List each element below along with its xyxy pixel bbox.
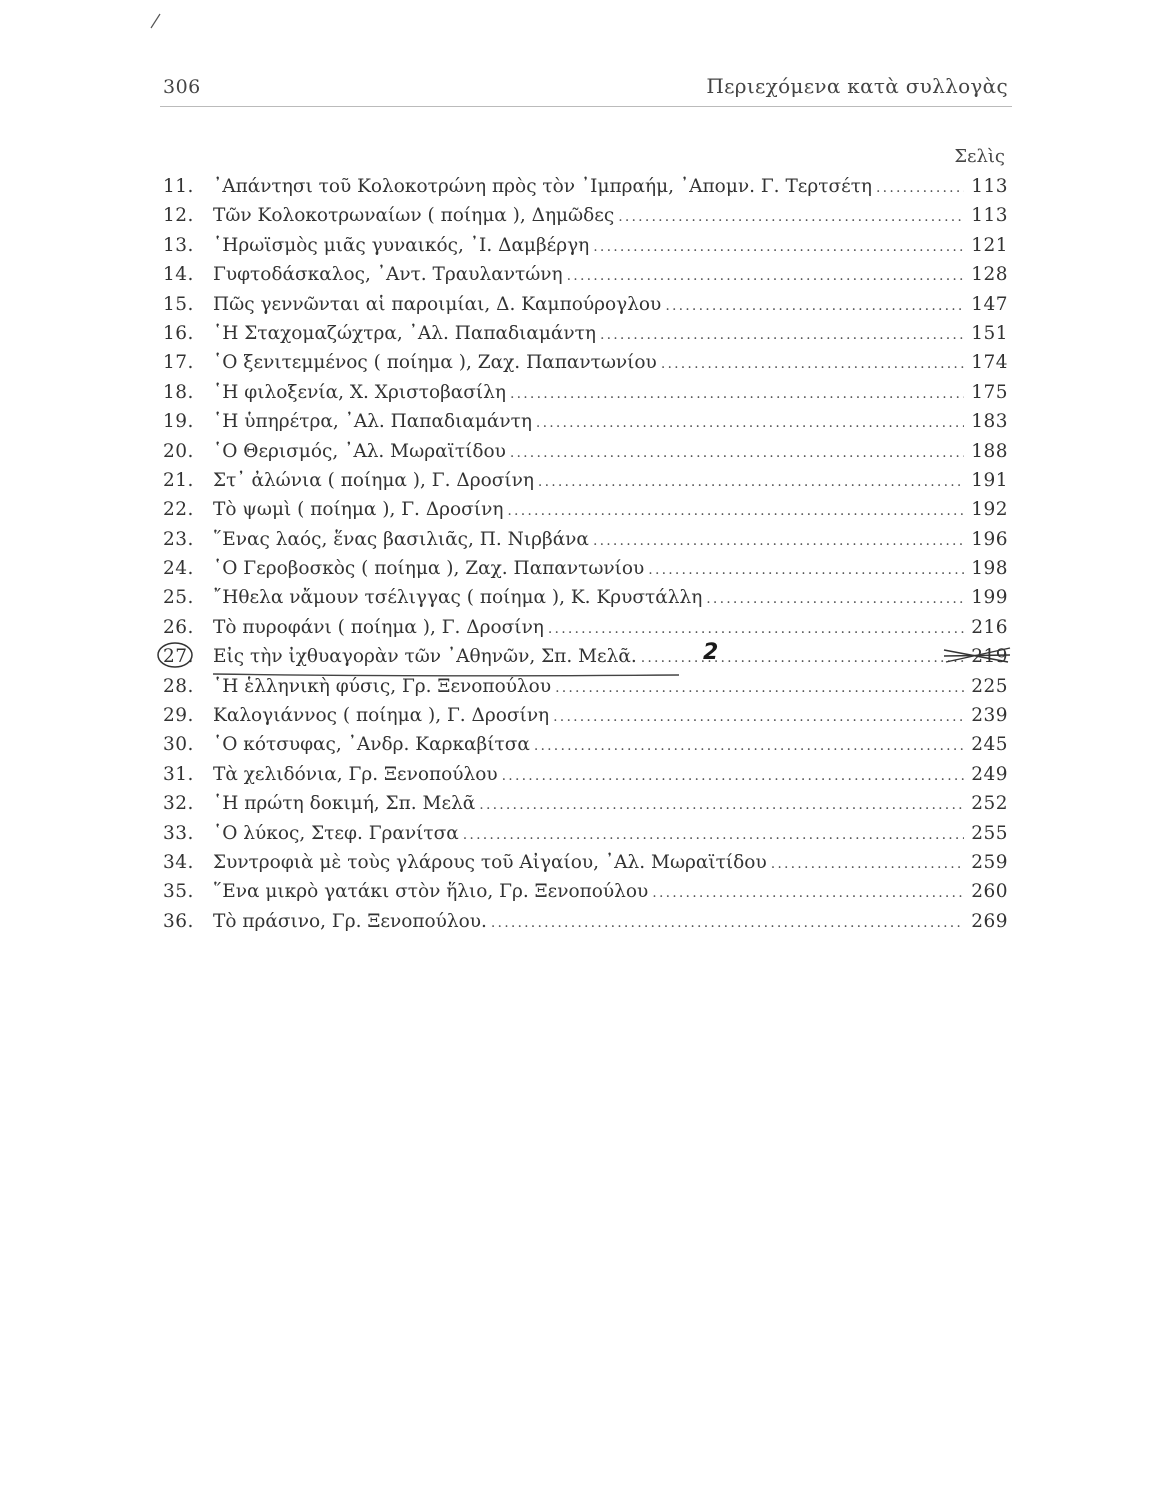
stray-pen-mark [148,12,162,30]
entry-title: ῎Ηθελα νἄμουν τσέλιγγας ( ποίημα ), Κ. Κρυστάλλη [213,587,703,609]
entry-number: 33. [163,822,194,844]
dot-leader [706,591,964,607]
dot-leader [538,474,964,490]
entry-page: 175 [971,381,1008,403]
header-rule [160,106,1012,107]
entry-title: Τὸ πυροφάνι ( ποίημα ), Γ. Δροσίνη [213,616,544,638]
dot-leader [665,298,964,314]
entry-page: 252 [971,793,1008,815]
entry-number: 18. [163,381,194,403]
dot-leader [648,562,964,578]
handwritten-circle [155,640,195,670]
entry-title: ῾Η ὑπηρέτρα, ᾿Αλ. Παπαδιαμάντη [213,411,532,433]
entry-title: ῾Ηρωϊσμὸς μιᾶς γυναικός, ᾿Ι. Δαμβέργη [213,234,590,256]
entry-title: Εἰς τὴν ἰχθυαγορὰν τῶν ᾿Αθηνῶν, Σπ. Μελᾶ. [213,646,637,668]
toc-entry [163,640,1008,675]
entry-title: Τὸ ψωμὶ ( ποίημα ), Γ. Δροσίνη [213,499,504,521]
toc-entry [163,881,1008,910]
toc-entry [163,411,1008,440]
entry-title: ῾Ο Θερισμός, ᾿Αλ. Μωραϊτίδου [213,440,506,462]
entry-page: 219 [971,646,1008,668]
entry-title: ῾Ο λύκος, Στεφ. Γρανίτσα [213,822,459,844]
entry-title: ῾Η Σταχομαζώχτρα, ᾿Αλ. Παπαδιαμάντη [213,322,596,344]
entry-number: 26. [163,616,194,638]
entry-title: Πῶς γεννῶνται αἱ παροιμίαι, Δ. Καμπούρογλου [213,293,662,315]
dot-leader [567,268,964,284]
toc-entry [163,470,1008,499]
handwritten-strikethrough [940,642,1012,668]
dot-leader [534,738,964,754]
dot-leader [548,621,964,637]
toc-entry [163,176,1008,205]
toc-entry [163,764,1008,793]
entry-page: 192 [971,499,1008,521]
entry-number: 34. [163,851,194,873]
entry-number: 14. [163,264,194,286]
dot-leader [618,209,964,225]
toc-entry [163,852,1008,881]
dot-leader [553,709,964,725]
entry-number: 15. [163,293,194,315]
entry-title: ῾Η φιλοξενία, Χ. Χριστοβασίλη [213,381,506,403]
entry-page: 128 [971,264,1008,286]
entry-number: 19. [163,411,194,433]
entry-title: Τὰ χελιδόνια, Γρ. Ξενοπούλου [213,763,498,785]
handwritten-number: 2 [703,640,719,666]
toc-entry [163,264,1008,293]
entry-page: 259 [971,851,1008,873]
running-head: Περιεχόμενα κατὰ συλλογὰς [706,74,1008,98]
toc-entry [163,205,1008,234]
entry-title: ῾Ο κότσυφας, ᾿Ανδρ. Καρκαβίτσα [213,734,530,756]
entry-page: 188 [971,440,1008,462]
entry-page: 183 [971,411,1008,433]
toc-entry [163,529,1008,558]
toc-entry [163,352,1008,381]
page-number: 306 [163,76,201,98]
dot-leader [641,650,964,666]
entry-number: 36. [163,910,194,932]
dot-leader [479,797,964,813]
toc-entry [163,294,1008,323]
entry-title: ῞Ενα μικρὸ γατάκι στὸν ἥλιο, Γρ. Ξενοπούλου [213,881,649,903]
toc-entry [163,793,1008,822]
entry-title: ῾Η πρώτη δοκιμή, Σπ. Μελᾶ [213,793,476,815]
entry-number: 30. [163,734,194,756]
toc-entry [163,323,1008,352]
entry-page: 121 [971,234,1008,256]
entry-page: 255 [971,822,1008,844]
entry-number: 29. [163,705,194,727]
entry-number: 21. [163,469,194,491]
toc-entry [163,235,1008,264]
entry-page: 216 [971,616,1008,638]
entry-number: 31. [163,763,194,785]
entry-number: 35. [163,881,194,903]
entry-number: 13. [163,234,194,256]
entry-number: 17. [163,352,194,374]
entry-number: 11. [163,176,194,197]
entry-title: Συντροφιὰ μὲ τοὺς γλάρους τοῦ Αἰγαίου, ᾿Αλ. Μωραϊτίδου [213,851,767,873]
entry-page: 249 [971,763,1008,785]
entry-number: 16. [163,322,194,344]
entry-number: 25. [163,587,194,609]
entry-page: 199 [971,587,1008,609]
entry-page: 225 [971,675,1008,697]
entry-number: 28. [163,675,194,697]
entry-title: Τὸ πράσινο, Γρ. Ξενοπούλου. [213,910,487,932]
dot-leader [876,180,964,196]
dot-leader [510,445,964,461]
entry-page: 239 [971,705,1008,727]
dot-leader [491,915,964,931]
entry-title: ῾Η ἑλληνικὴ φύσις, Γρ. Ξενοπούλου [213,675,552,697]
toc-entry [163,705,1008,734]
entry-page: 191 [971,469,1008,491]
entry-title: Στ᾿ ἀλώνια ( ποίημα ), Γ. Δροσίνη [213,469,534,491]
entry-page: 245 [971,734,1008,756]
dot-leader [593,239,964,255]
toc-entry [163,382,1008,411]
dot-leader [652,885,964,901]
dot-leader [463,827,964,843]
table-of-contents [163,176,1008,940]
toc-entry [163,823,1008,852]
toc-entry [163,499,1008,528]
toc-entry [163,558,1008,587]
toc-entry [163,734,1008,763]
toc-entry [163,911,1008,940]
entry-title: ᾿Απάντησι τοῦ Κολοκοτρώνη πρὸς τὸν ᾿Ιμπραήμ, ᾿Απομν. Γ. Τερτσέτη [213,176,873,197]
entry-title: ῾Ο ξενιτεμμένος ( ποίημα ), Ζαχ. Παπαντωνίου [213,352,657,374]
entry-page: 174 [971,352,1008,374]
toc-entry [163,587,1008,616]
entry-page: 113 [971,176,1008,197]
entry-page: 147 [971,293,1008,315]
entry-number: 22. [163,499,194,521]
toc-entry [163,676,1008,705]
dot-leader [502,768,964,784]
page-column-heading: Σελὶς [954,146,1005,167]
entry-number: 27. [163,646,194,668]
dot-leader [771,856,964,872]
dot-leader [507,503,964,519]
entry-page: 260 [971,881,1008,903]
entry-title: Καλογιάννος ( ποίημα ), Γ. Δροσίνη [213,705,550,727]
entry-title: ῞Ενας λαός, ἕνας βασιλιᾶς, Π. Νιρβάνα [213,528,589,550]
entry-page: 196 [971,528,1008,550]
dot-leader [536,415,964,431]
entry-page: 269 [971,910,1008,932]
dot-leader [555,680,964,696]
dot-leader [661,356,964,372]
entry-number: 32. [163,793,194,815]
dot-leader [510,386,964,402]
entry-number: 24. [163,558,194,580]
toc-entry [163,617,1008,646]
dot-leader [593,533,964,549]
entry-title: Γυφτοδάσκαλος, ᾿Αντ. Τραυλαντώνη [213,264,563,286]
entry-number: 12. [163,205,194,227]
entry-page: 113 [971,205,1008,227]
dot-leader [600,327,964,343]
toc-entry [163,441,1008,470]
entry-number: 20. [163,440,194,462]
entry-page: 151 [971,322,1008,344]
entry-number: 23. [163,528,194,550]
entry-title: ῾Ο Γεροβοσκὸς ( ποίημα ), Ζαχ. Παπαντωνίου [213,558,645,580]
entry-page: 198 [971,558,1008,580]
entry-title: Τῶν Κολοκοτρωναίων ( ποίημα ), Δημῶδες [213,205,615,227]
